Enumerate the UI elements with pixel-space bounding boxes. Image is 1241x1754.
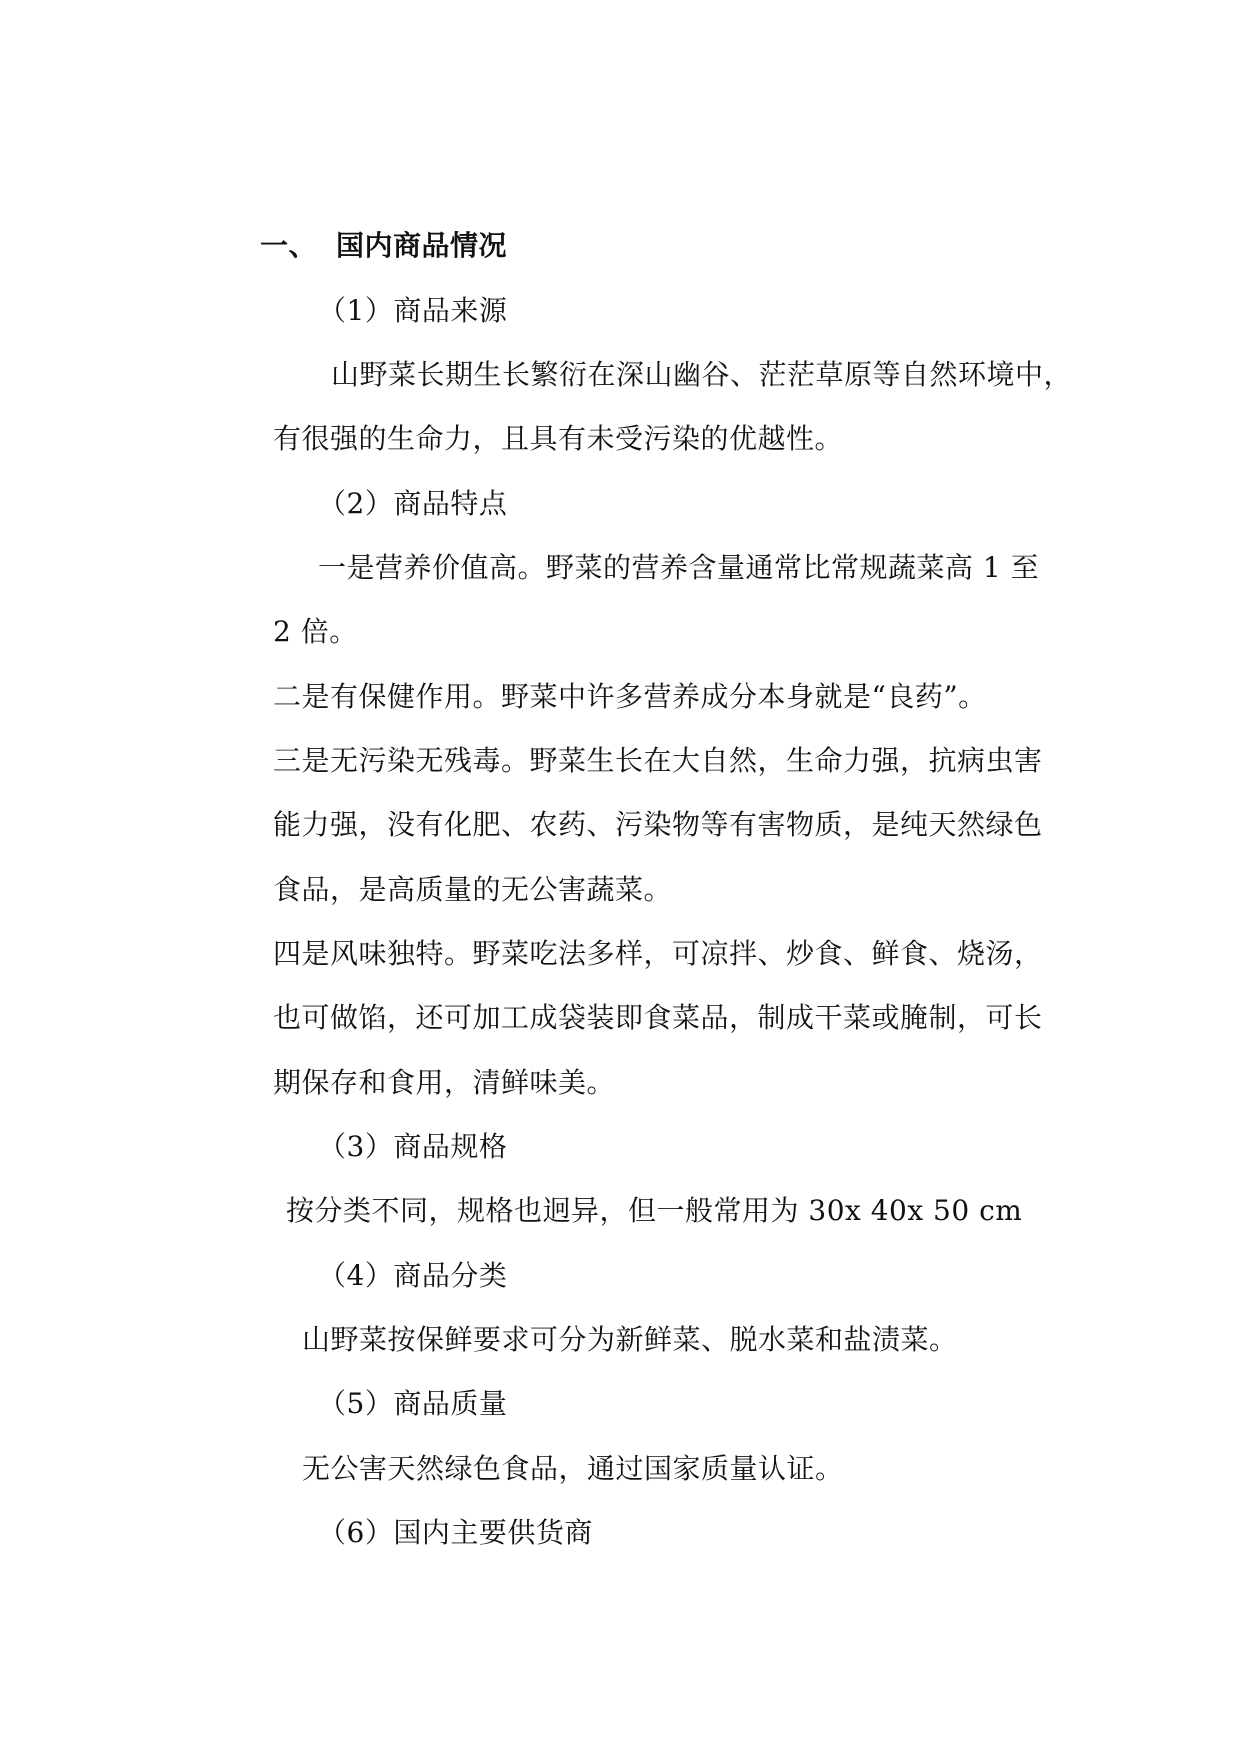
section-heading (260, 228, 507, 264)
paragraph-line: 四是风味独特。野菜吃法多样，可凉拌、炒食、鲜食、烧汤， (273, 937, 1043, 970)
paragraph-line: 有很强的生命力，且具有未受污染的优越性。 (273, 422, 844, 455)
section-number: 一、 (260, 229, 318, 262)
paragraph-line: 期保存和食用，清鲜味美。 (273, 1066, 616, 1099)
subheading-features: （2）商品特点 (318, 487, 508, 520)
paragraph-line: 山野菜按保鲜要求可分为新鲜菜、脱水菜和盐渍菜。 (302, 1323, 958, 1356)
paragraph-line: 食品，是高质量的无公害蔬菜。 (273, 873, 673, 906)
paragraph-line: 三是无污染无残毒。野菜生长在大自然，生命力强，抗病虫害 (273, 744, 1043, 777)
section-title: 国内商品情况 (336, 229, 508, 262)
subheading-classification: （4）商品分类 (318, 1259, 508, 1292)
paragraph-line: 能力强，没有化肥、农药、污染物等有害物质，是纯天然绿色 (273, 808, 1043, 841)
paragraph-line: 2 倍。 (273, 615, 358, 648)
subheading-specs: （3）商品规格 (318, 1130, 508, 1163)
paragraph-line: 一是营养价值高。野菜的营养含量通常比常规蔬菜高 1 至 (318, 551, 1040, 584)
subheading-source: （1）商品来源 (318, 294, 508, 327)
subheading-suppliers: （6）国内主要供货商 (318, 1516, 593, 1549)
paragraph-line: 二是有保健作用。野菜中许多营养成分本身就是“良药”。 (273, 680, 987, 713)
paragraph-line: 也可做馅，还可加工成袋装即食菜品，制成干菜或腌制，可长 (273, 1001, 1043, 1034)
subheading-quality: （5）商品质量 (318, 1387, 508, 1420)
paragraph-line: 无公害天然绿色食品，通过国家质量认证。 (302, 1452, 844, 1485)
paragraph-line: 山野菜长期生长繁衍在深山幽谷、茫茫草原等自然环境中， (331, 358, 1073, 391)
paragraph-line: 按分类不同，规格也迥异，但一般常用为 30x 40x 50 cm (286, 1194, 1023, 1227)
